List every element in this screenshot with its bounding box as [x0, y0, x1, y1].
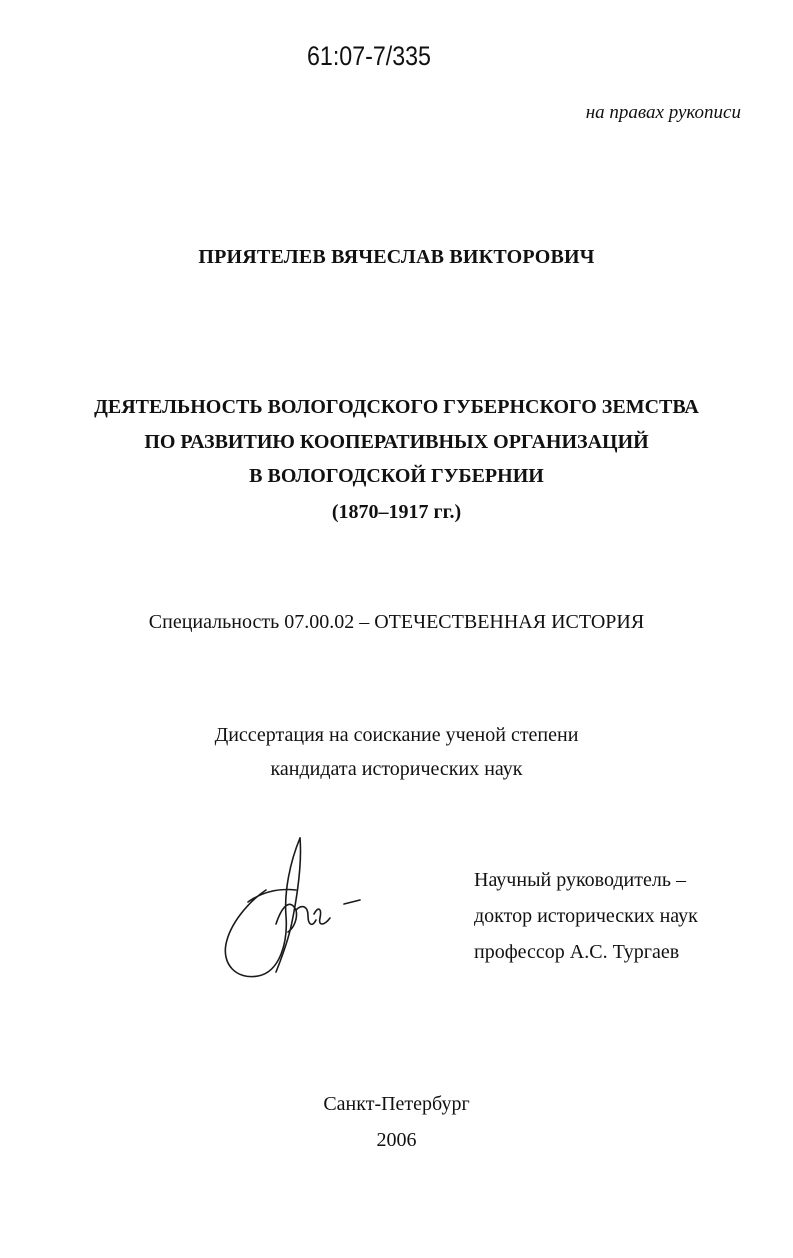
rights-note: на правах рукописи: [585, 102, 741, 123]
degree-line: кандидата исторических наук: [270, 758, 523, 780]
title-line: В ВОЛОГОДСКОЙ ГУБЕРНИИ: [249, 465, 544, 487]
title-line: ДЕЯТЕЛЬНОСТЬ ВОЛОГОДСКОГО ГУБЕРНСКОГО ЗЕМСТВА: [94, 396, 699, 418]
title-years: (1870–1917 гг.): [331, 500, 462, 523]
dissertation-title: [0, 390, 793, 526]
supervisor-line: профессор А.С. Тургаев: [474, 941, 680, 963]
author-name: ПРИЯТЕЛЕВ ВЯЧЕСЛАВ ВИКТОРОВИЧ: [198, 246, 595, 268]
supervisor-info: [474, 862, 698, 970]
year: 2006: [376, 1129, 417, 1151]
city: Санкт-Петербург: [323, 1093, 470, 1115]
handwritten-signature: [218, 832, 378, 982]
supervisor-line: доктор исторических наук: [474, 905, 698, 927]
specialty-line: Специальность 07.00.02 – ОТЕЧЕСТВЕННАЯ ИСТОРИЯ: [148, 611, 645, 633]
title-line: ПО РАЗВИТИЮ КООПЕРАТИВНЫХ ОРГАНИЗАЦИЙ: [144, 430, 649, 453]
supervisor-line: Научный руководитель –: [474, 869, 686, 891]
catalog-code: 61:07-7/335: [307, 41, 431, 71]
degree-line: Диссертация на соискание ученой степени: [214, 724, 579, 746]
degree-statement: [0, 718, 793, 786]
